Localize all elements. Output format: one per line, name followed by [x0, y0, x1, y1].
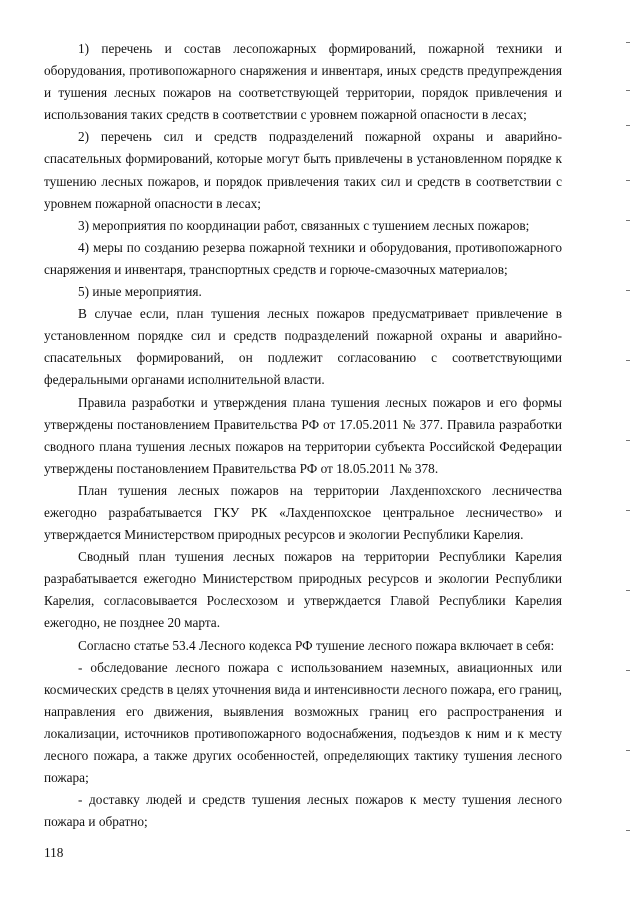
paragraph-bullet-survey: - обследование лесного пожара с использованием наземных, авиационных или космических средств в целях уточнения вида и интенсивности лесного пожара, его границ, направления его движения, выявления возможных границ его распространения и локализации, источников противопожарного водоснабжения, подъездов к ним и к месту лесного пожара, а также других особенностей, определяющих тактику тушения лесного пожара;	[44, 659, 562, 786]
paragraph-forestry-plan: План тушения лесных пожаров на территории Лахденпохского лесничества ежегодно разрабатывается ГКУ РК «Лахденпохское центральное лесничество» и утверждается Министерством природных ресурсов и экологии Республики Карелия.	[44, 482, 562, 543]
paragraph-article-intro: Согласно статье 53.4 Лесного кодекса РФ тушение лесного пожара включает в себя:	[78, 637, 555, 653]
paragraph-item-2: 2) перечень сил и средств подразделений пожарной охраны и аварийно-спасательных формирований, которые могут быть привлечены в установленном порядке к тушению лесных пожаров, и порядок привлечения таких сил и средств в соответствии с уровнем пожарной опасности в лесах;	[44, 129, 562, 211]
scan-edge-marks	[626, 30, 632, 890]
document-body	[44, 38, 562, 833]
paragraph-bullet-delivery: - доставку людей и средств тушения лесных пожаров к месту тушения лесного пожара и обратно;	[44, 792, 562, 830]
paragraph-approval-clause: В случае если, план тушения лесных пожаров предусматривает привлечение в установленном порядке сил и средств подразделений пожарной охраны и аварийно-спасательных формирований, он подлежит согласованию с соответствующими федеральными органами исполнительной власти.	[44, 306, 562, 388]
paragraph-consolidated-plan: Сводный план тушения лесных пожаров на территории Республики Карелия разрабатывается ежегодно Министерством природных ресурсов и экологии Республики Карелия, согласовывается Рослесхозом и утверждается Главой Республики Карелия ежегодно, не позднее 20 марта.	[44, 549, 562, 631]
paragraph-item-4: 4) меры по созданию резерва пожарной техники и оборудования, противопожарного снаряжения и инвентаря, транспортных средств и горюче-смазочных материалов;	[44, 239, 562, 277]
paragraph-item-5: 5) иные мероприятия.	[78, 284, 202, 300]
paragraph-rules: Правила разработки и утверждения плана тушения лесных пожаров и его формы утверждены постановлением Правительства РФ от 17.05.2011 № 377. Правила разработки сводного плана тушения лесных пожаров на территории субъекта Российской Федерации утверждены постановлением Правительства РФ от 18.05.2011 № 378.	[44, 394, 562, 476]
paragraph-item-1: 1) перечень и состав лесопожарных формирований, пожарной техники и оборудования, противопожарного снаряжения и инвентаря, иных средств предупреждения и тушения лесных пожаров на соответствующей территории, порядок привлечения и использования таких средств в соответствии с уровнем пожарной опасности в лесах;	[44, 41, 562, 123]
page-number: 118	[44, 845, 64, 860]
paragraph-item-3: 3) мероприятия по координации работ, связанных с тушением лесных пожаров;	[78, 217, 530, 233]
